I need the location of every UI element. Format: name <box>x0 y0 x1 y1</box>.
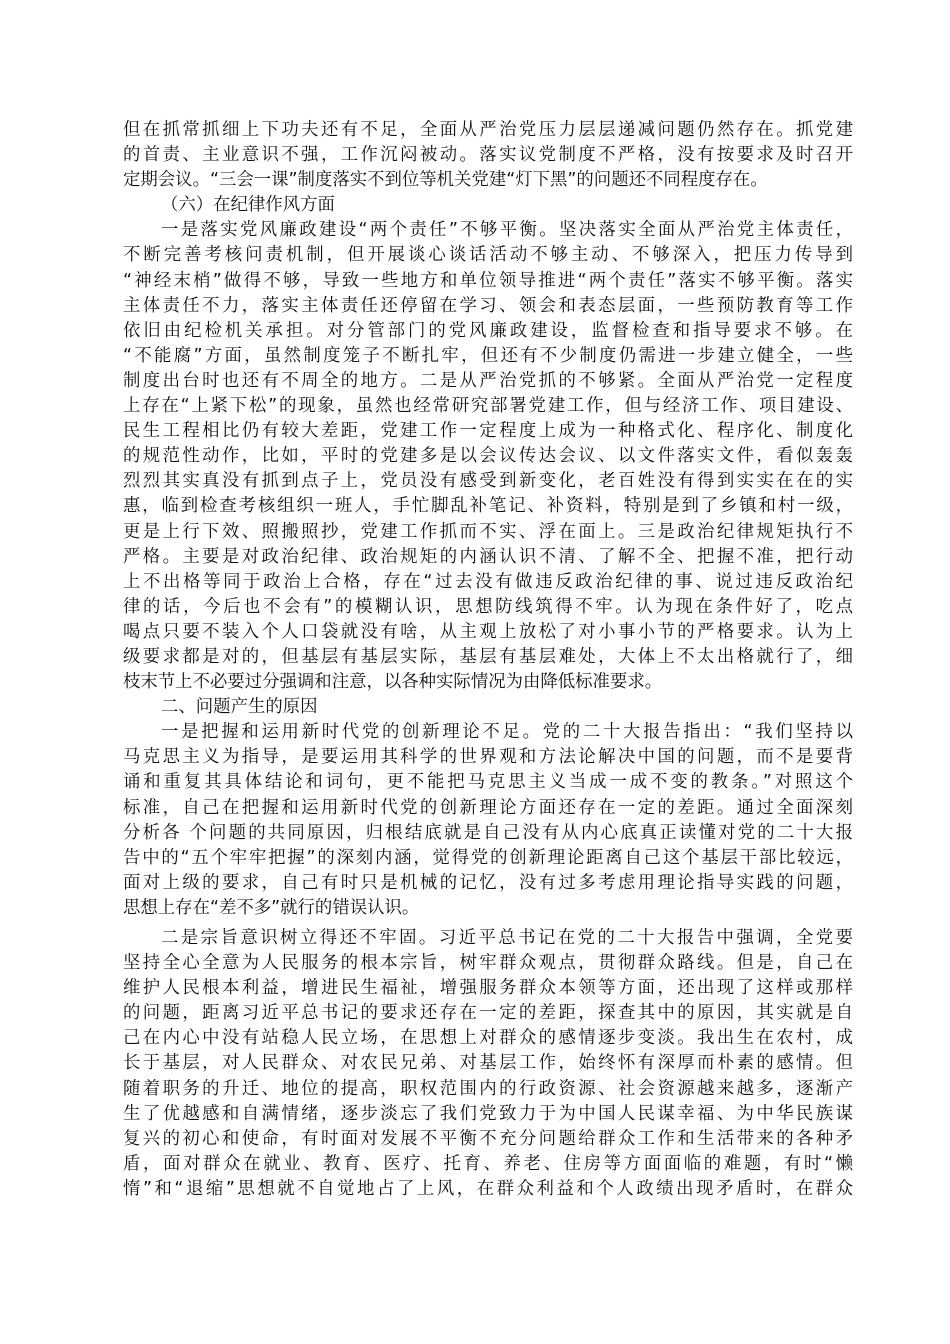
text-line: 民生工程相比仍有较大差距，党建工作一定程度上成为一种格式化、程序化、制度化 <box>123 421 853 442</box>
text-line: 上存在“上紧下松”的现象，虽然也经常研究部署党建工作，但与经济工作、项目建设、 <box>123 396 853 417</box>
text-line: 不断完善考核问责机制，但开展谈心谈话活动不够主动、不够深入，把压力传导到 <box>123 245 853 266</box>
text-line: 维护人民根本利益，增进民生福祉，增强服务群众本领等方面，还出现了这样或那样 <box>123 978 853 999</box>
text-line: 一是把握和运用新时代党的创新理论不足。党的二十大报告指出：“我们坚持以 <box>161 722 853 743</box>
text-line: 随着职务的升迁、地位的提高，职权范围内的行政资源、社会资源越来越多，逐渐产 <box>123 1078 853 1099</box>
paragraph-theory <box>123 720 853 921</box>
paragraph-intro <box>123 118 853 193</box>
text-line: 一是落实党风廉政建设“两个责任”不够平衡。坚决落实全面从严治党主体责任， <box>161 220 853 241</box>
text-line: 坚持全心全意为人民服务的根本宗旨，树牢群众观点，贯彻群众路线。但是，自己在 <box>123 953 853 974</box>
text-line: “不能腐”方面，虽然制度笼子不断扎牢，但还有不少制度仍需进一步建立健全，一些 <box>123 345 853 366</box>
text-line: 更是上行下效、照搬照抄，党建工作抓而不实、浮在面上。三是政治纪律规矩执行不 <box>123 521 853 542</box>
text-line: 律的话，今后也不会有”的模糊认识，思想防线筑得不牢。认为现在条件好了，吃点 <box>123 596 853 617</box>
text-line: 严格。主要是对政治纪律、政治规矩的内涵认识不清、了解不全、把握不准，把行动 <box>123 546 853 567</box>
text-line: 的规范性动作，比如，平时的党建多是以会议传达会议、以文件落实文件，看似轰轰 <box>123 446 853 467</box>
text-line: 级要求都是对的，但基层有基层实际，基层有基层难处，大体上不太出格就行了，细 <box>123 646 853 667</box>
text-line: 分析各 个问题的共同原因，归根结底就是自己没有从内心底真正读懂对党的二十大报 <box>123 822 853 843</box>
text-line: 惰”和“退缩”思想就不自觉地占了上风，在群众利益和个人政绩出现矛盾时，在群众 <box>123 1178 853 1199</box>
text-line: 生了优越感和自满情绪，逐步淡忘了我们党致力于为中国人民谋幸福、为中华民族谋 <box>123 1103 853 1124</box>
text-line: 马克思主义为指导，是要运用其科学的世界观和方法论解决中国的问题，而不是要背 <box>123 747 853 768</box>
text-line: 烈烈其实真没有抓到点子上，党员没有感受到新变化，老百姓没有得到实实在在的实 <box>123 471 853 492</box>
text-line: 告中的“五个牢牢把握”的深刻内涵，觉得党的创新理论距离自己这个基层干部比较远， <box>123 847 853 868</box>
text-line: 惠，临到检查考核组织一班人，手忙脚乱补笔记、补资料，特别是到了乡镇和村一级， <box>123 496 853 517</box>
text-line: 依旧由纪检机关承担。对分管部门的党风廉政建设，监督检查和指导要求不够。在 <box>123 320 853 341</box>
section-heading-causes: 二、问题产生的原因 <box>161 697 318 718</box>
text-line: 标准，自己在把握和运用新时代党的创新理论方面还存在一定的差距。通过全面深刻 <box>123 797 853 818</box>
text-line: 枝末节上不必要过分强调和注意，以各种实际情况为由降低标准要求。 <box>123 672 663 693</box>
text-line: 上不出格等同于政治上合格，存在“过去没有做违反政治纪律的事、说过违反政治纪 <box>123 571 853 592</box>
text-line: “神经末梢”做得不够，导致一些地方和单位领导推进“两个责任”落实不够平衡。落实 <box>123 270 853 291</box>
text-line: 己在内心中没有站稳人民立场，在思想上对群众的感情逐步变淡。我出生在农村，成 <box>123 1028 853 1049</box>
section-heading-discipline: （六）在纪律作风方面 <box>161 195 335 216</box>
text-line: 但在抓常抓细上下功夫还有不足，全面从严治党压力层层递减问题仍然存在。抓党建 <box>123 120 853 140</box>
text-line: 的问题，距离习近平总书记的要求还存在一定的差距，探查其中的原因，其实就是自 <box>123 1003 853 1024</box>
text-line: 思想上存在“差不多”就行的错误认识。 <box>123 897 420 918</box>
text-line: 长于基层，对人民群众、对农民兄弟、对基层工作，始终怀有深厚而朴素的感情。但 <box>123 1053 853 1074</box>
text-line: 盾，面对群众在就业、教育、医疗、托育、养老、住房等方面面临的难题，有时“懒 <box>123 1153 853 1174</box>
text-line: 诵和重复其具体结论和词句，更不能把马克思主义当成一成不变的教条。”对照这个 <box>123 772 853 793</box>
text-line: 二是宗旨意识树立得还不牢固。习近平总书记在党的二十大报告中强调，全党要 <box>161 928 853 948</box>
paragraph-purpose <box>123 926 853 1202</box>
document-body <box>123 118 853 1202</box>
text-line: 的首责、主业意识不强，工作沉闷被动。落实议党制度不严格，没有按要求及时召开 <box>123 145 853 166</box>
paragraph-discipline <box>123 218 853 695</box>
text-line: 制度出台时也还有不周全的地方。二是从严治党抓的不够紧。全面从严治党一定程度 <box>123 370 853 391</box>
text-line: 喝点只要不装入个人口袋就没有啥，从主观上放松了对小事小节的严格要求。认为上 <box>123 621 853 642</box>
text-line: 复兴的初心和使命，有时面对发展不平衡不充分问题给群众工作和生活带来的各种矛 <box>123 1128 853 1149</box>
text-line: 面对上级的要求，自己有时只是机械的记忆，没有过多考虑用理论指导实践的问题， <box>123 872 853 893</box>
text-line: 定期会议。“三会一课”制度落实不到位等机关党建“灯下黑”的问题还不同程度存在。 <box>123 170 768 191</box>
text-line: 主体责任不力，落实主体责任还停留在学习、领会和表态层面，一些预防教育等工作 <box>123 295 853 316</box>
